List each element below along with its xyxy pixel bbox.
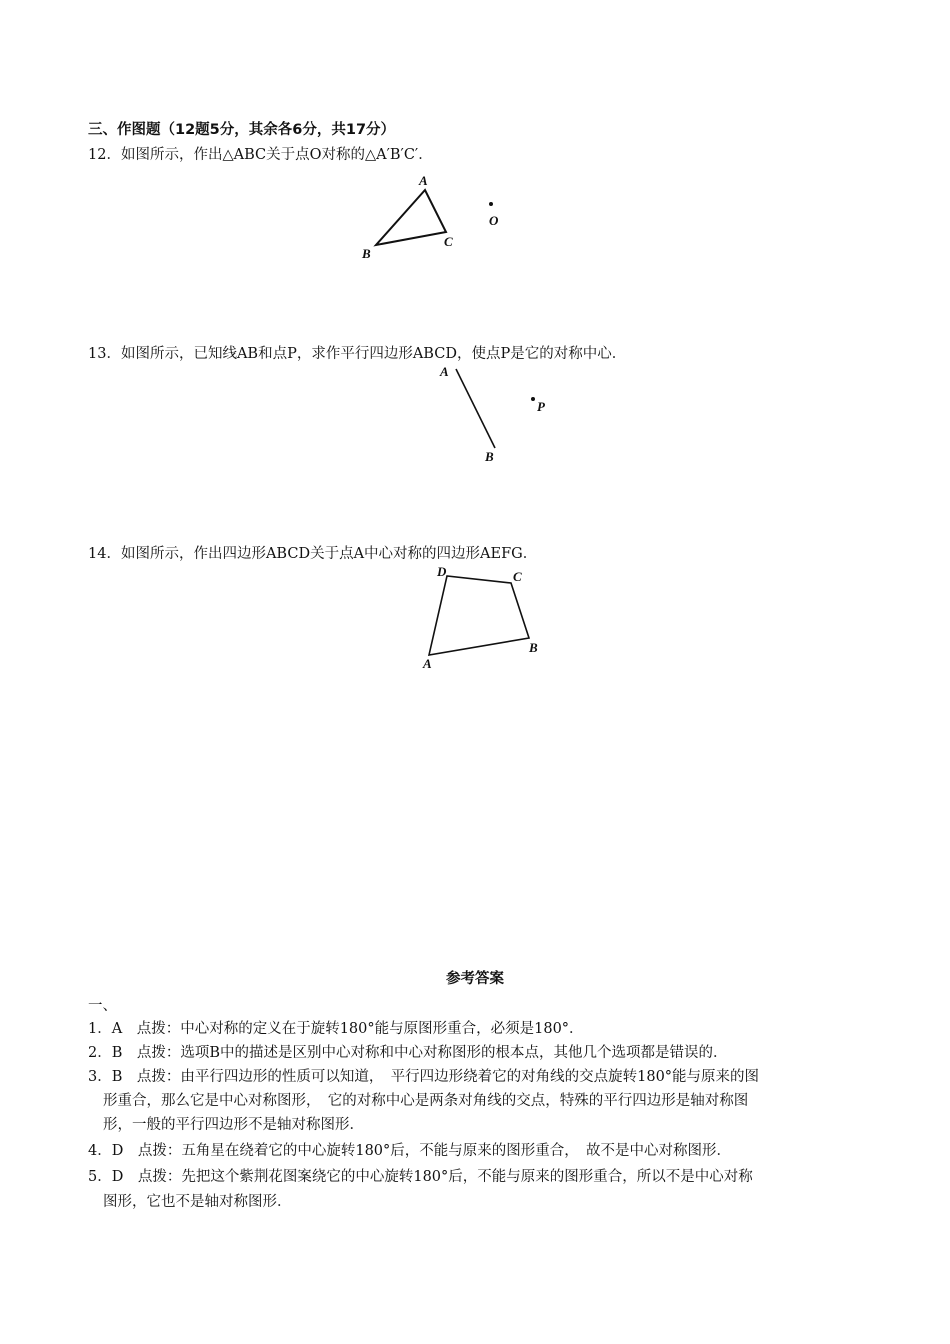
question-13: 13．如图所示，已知线AB和点P，求作平行四边形ABCD，使点P是它的对称中心． [88,346,627,362]
label-d: D [437,564,447,579]
answer-5-line-1: 5．D 点拨：先把这个紫荆花图案绕它的中心旋转180°后，不能与原来的图形重合，所以不是中心对称 [88,1169,753,1185]
quadrilateral-abcd [429,576,529,655]
label-o: O [489,213,499,228]
label-p: P [537,399,545,414]
label-b: B [529,640,538,655]
label-b: B [485,449,494,464]
answer-3-line-1: 3．B 点拨：由平行四边形的性质可以知道， 平行四边形绕着它的对角线的交点旋转180°能与原来的图 [88,1069,760,1085]
label-a: A [423,656,432,671]
answer-4: 4．D 点拨：五角星在绕着它的中心旋转180°后，不能与原来的图形重合， 故不是中心对称图形． [88,1143,732,1159]
label-c: C [513,569,522,584]
label-c: C [444,234,453,249]
label-a: A [419,173,428,188]
section-heading: 三、作图题（12题5分，其余各6分，共17分） [88,122,396,138]
label-a: A [440,364,449,379]
answer-5-line-2: 图形，它也不是轴对称图形． [103,1194,292,1210]
answers-title: 参考答案 [446,971,504,987]
answer-3-line-3: 形，一般的平行四边形不是轴对称图形． [103,1117,364,1133]
label-b: B [362,246,371,261]
answer-1: 1．A 点拨：中心对称的定义在于旋转180°能与原图形重合，必须是180°． [88,1021,584,1037]
answer-3-line-2: 形重合，那么它是中心对称图形， 它的对称中心是两条对角线的交点，特殊的平行四边形是轴对称图 [103,1093,749,1109]
question-14: 14．如图所示，作出四边形ABCD关于点A中心对称的四边形AEFG． [88,546,538,562]
question-12: 12．如图所示，作出△ABC关于点O对称的△A′B′C′． [88,147,433,163]
answer-2: 2．B 点拨：选项B中的描述是区别中心对称和中心对称图形的根本点，其他几个选项都是错误的． [88,1045,728,1061]
answers-part-label: 一、 [88,998,117,1014]
